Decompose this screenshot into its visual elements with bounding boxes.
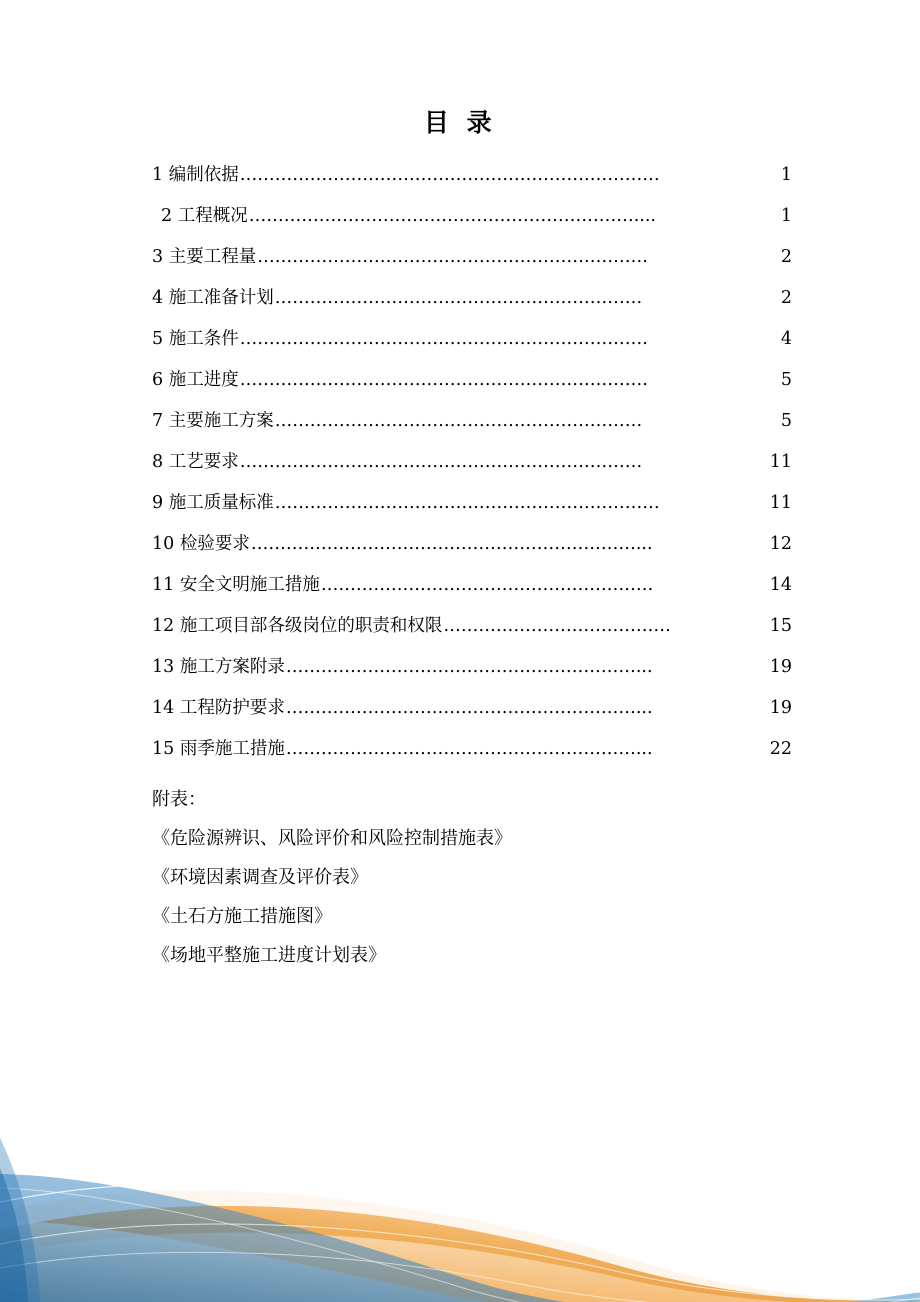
toc-entry-label: 11 安全文明施工措施 <box>152 575 320 595</box>
toc-entry-label: 4 施工准备计划 <box>152 288 274 308</box>
toc-entry[interactable] <box>152 155 792 196</box>
appendix-item: 《环境因素调查及评价表》 <box>152 867 368 888</box>
toc-entry-page: 15 <box>769 616 792 636</box>
toc-leader: ……………………………………………………... <box>285 698 653 718</box>
toc-entry-label: 6 施工进度 <box>152 370 239 390</box>
toc-entry[interactable] <box>152 237 792 278</box>
toc-leader: ……………………………………………………… <box>274 288 643 308</box>
toc-leader: ……………………………………………………………. <box>239 370 648 390</box>
toc-entry-label: 12 施工项目部各级岗位的职责和权限 <box>152 616 443 636</box>
toc-entry-label: 3 主要工程量 <box>152 247 257 267</box>
toc-entry-label: 14 工程防护要求 <box>152 698 285 718</box>
toc-entry[interactable] <box>152 442 792 483</box>
toc-leader: ……………………………………………………………. <box>239 329 648 349</box>
toc-leader: ……………………………………………………… <box>274 411 643 431</box>
toc-leader: …………………………………………………………. <box>257 247 648 267</box>
toc-leader: ………………………………… <box>443 616 671 636</box>
toc-entry[interactable] <box>152 483 792 524</box>
toc-entry-page: 19 <box>769 698 792 718</box>
toc-entry-label: 2 工程概况 <box>161 206 248 226</box>
toc-entry-label: 8 工艺要求 <box>152 452 239 472</box>
toc-leader: …………………………………………………………... <box>250 534 653 554</box>
toc-entry[interactable] <box>152 278 792 319</box>
toc-leader: ……………………………………………………... <box>285 657 653 677</box>
toc-entry-page: 19 <box>769 657 792 677</box>
toc-entry-page: 5 <box>780 411 792 431</box>
toc-leader: ……………………………………………………... <box>285 739 653 759</box>
toc-entry-label: 10 检验要求 <box>152 534 250 554</box>
toc-entry-page: 1 <box>780 206 792 226</box>
toc-entry[interactable] <box>152 729 792 770</box>
toc-entry-label: 13 施工方案附录 <box>152 657 285 677</box>
appendix-heading: 附表： <box>152 789 206 810</box>
table-of-contents <box>152 155 792 770</box>
toc-entry[interactable] <box>152 319 792 360</box>
toc-leader: ………………………………………………………… <box>274 493 660 513</box>
toc-entry[interactable] <box>152 688 792 729</box>
toc-leader: …………………………………………………………… <box>239 452 643 472</box>
appendix-section <box>152 780 792 975</box>
toc-entry[interactable] <box>152 606 792 647</box>
appendix-item: 《场地平整施工进度计划表》 <box>152 945 386 966</box>
toc-entry-page: 4 <box>780 329 792 349</box>
toc-entry-page: 14 <box>769 575 792 595</box>
toc-entry[interactable] <box>152 565 792 606</box>
toc-leader: ………………………………………………………….... <box>248 206 656 226</box>
toc-entry-page: 5 <box>780 370 792 390</box>
toc-entry-page: 22 <box>769 739 792 759</box>
toc-entry[interactable] <box>152 196 792 237</box>
appendix-item: 《危险源辨识、风险评价和风险控制措施表》 <box>152 828 512 849</box>
toc-entry-label: 9 施工质量标准 <box>152 493 274 513</box>
toc-entry[interactable] <box>152 647 792 688</box>
toc-leader: ………………………………………………… <box>320 575 654 595</box>
toc-entry-label: 5 施工条件 <box>152 329 239 349</box>
appendix-item: 《土石方施工措施图》 <box>152 906 332 927</box>
toc-entry-label: 15 雨季施工措施 <box>152 739 285 759</box>
toc-entry[interactable] <box>152 524 792 565</box>
toc-entry-label: 1 编制依据 <box>152 165 239 185</box>
toc-entry-page: 1 <box>780 165 792 185</box>
toc-entry-page: 12 <box>769 534 792 554</box>
corner-swoosh-artwork <box>0 962 920 1302</box>
toc-entry-page: 11 <box>769 452 792 472</box>
page-title: 目 录 <box>423 108 497 137</box>
toc-entry-page: 2 <box>780 247 792 267</box>
toc-entry[interactable] <box>152 401 792 442</box>
toc-leader: ……………………………………………………………… <box>239 165 660 185</box>
toc-entry[interactable] <box>152 360 792 401</box>
toc-entry-label: 7 主要施工方案 <box>152 411 274 431</box>
toc-entry-page: 2 <box>780 288 792 308</box>
toc-entry-page: 11 <box>769 493 792 513</box>
